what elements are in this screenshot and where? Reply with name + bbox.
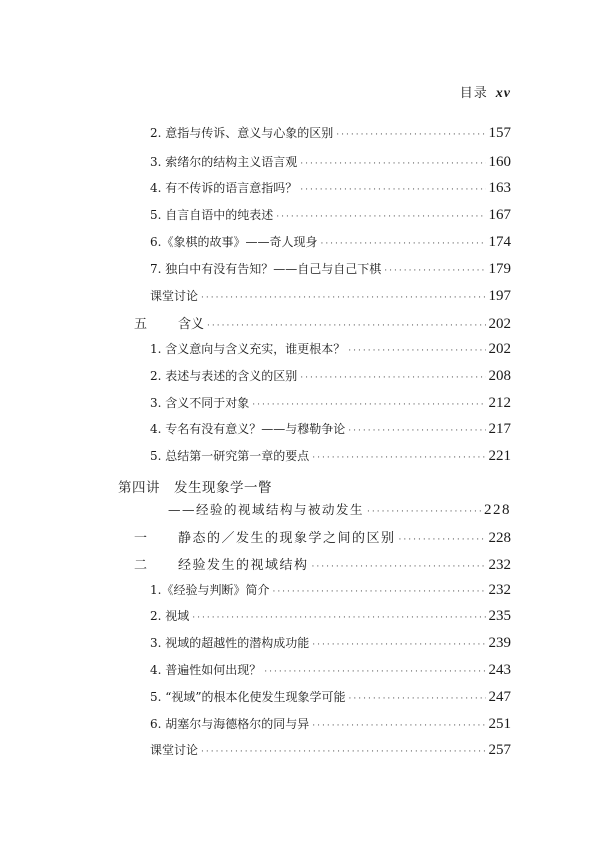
leader-dots bbox=[349, 694, 486, 704]
toc-entry-page: 243 bbox=[488, 662, 511, 678]
toc-entry-title: 5. “视域”的根本化使发生现象学可能 bbox=[150, 690, 346, 704]
toc-entry[interactable] bbox=[150, 741, 511, 759]
toc-entry-title: 4. 有不传诉的语言意指吗？ bbox=[150, 181, 298, 195]
toc-entry-page: 232 bbox=[488, 582, 511, 598]
leader-dots bbox=[201, 747, 485, 757]
toc-entry[interactable] bbox=[150, 394, 511, 412]
toc-entry-title: 1. 含义意向与含义充实，谁更根本？ bbox=[150, 342, 346, 356]
toc-entry-title: 4. 普遍性如何出现？ bbox=[150, 663, 262, 677]
toc-section-five[interactable] bbox=[134, 313, 511, 333]
toc-entry-title: 7. 独白中有没有告知？——自己与自己下棋 bbox=[150, 262, 382, 276]
leader-dots bbox=[300, 159, 485, 169]
toc-entry[interactable] bbox=[150, 340, 511, 358]
toc-entry[interactable] bbox=[150, 715, 511, 733]
toc-entry[interactable] bbox=[150, 206, 511, 224]
toc-entry[interactable] bbox=[150, 287, 511, 305]
leader-dots bbox=[399, 535, 486, 545]
lecture-heading[interactable] bbox=[118, 476, 272, 496]
toc-entry-title: 6. 胡塞尔与海德格尔的同与异 bbox=[150, 717, 310, 731]
toc-entry-page: 257 bbox=[488, 742, 511, 758]
section-title: 经验发生的视域结构 bbox=[178, 558, 309, 573]
toc-entry-page: 208 bbox=[488, 368, 511, 384]
leader-dots bbox=[348, 346, 485, 356]
toc-entry[interactable] bbox=[150, 367, 511, 385]
leader-dots bbox=[312, 721, 485, 731]
leader-dots bbox=[276, 212, 485, 222]
leader-dots bbox=[201, 293, 485, 303]
leader-dots bbox=[192, 613, 485, 623]
leader-dots bbox=[348, 426, 485, 436]
toc-section-one[interactable] bbox=[134, 527, 511, 547]
section-mark: 一 bbox=[134, 531, 149, 546]
toc-entry-title: 5. 总结第一研究第一章的要点 bbox=[150, 449, 310, 463]
toc-entry-title: 3. 含义不同于对象 bbox=[150, 396, 250, 410]
toc-entry[interactable] bbox=[150, 607, 511, 625]
toc-entry-title: 6.《象棋的故事》——奇人现身 bbox=[150, 235, 318, 249]
toc-entry-title: 课堂讨论 bbox=[150, 289, 199, 303]
leader-dots bbox=[300, 185, 485, 195]
leader-dots bbox=[336, 130, 485, 140]
toc-entry[interactable] bbox=[150, 260, 511, 278]
lecture-subtitle: ——经验的视域结构与被动发生 bbox=[168, 502, 365, 517]
toc-entry[interactable] bbox=[150, 447, 511, 465]
toc-section-two[interactable] bbox=[134, 554, 511, 574]
toc-entry-page: 217 bbox=[488, 421, 511, 437]
toc-entry-title: 2. 视域 bbox=[150, 609, 190, 623]
toc-entry-page: 235 bbox=[488, 608, 511, 624]
leader-dots bbox=[320, 239, 485, 249]
toc-entry-title: 1.《经验与判断》简介 bbox=[150, 583, 270, 597]
toc-entry-page: 157 bbox=[488, 125, 511, 141]
section-mark: 五 bbox=[134, 317, 148, 332]
toc-entry[interactable] bbox=[150, 581, 511, 599]
toc-entry[interactable] bbox=[150, 179, 511, 197]
toc-entry-page: 174 bbox=[488, 234, 511, 250]
section-title: 含义 bbox=[178, 317, 205, 332]
lecture-number: 第四讲 bbox=[118, 480, 160, 496]
toc-entry[interactable] bbox=[150, 634, 511, 652]
leader-dots bbox=[312, 562, 486, 572]
toc-entry-title: 5. 自言自语中的纯表述 bbox=[150, 208, 274, 222]
section-mark: 二 bbox=[134, 558, 149, 573]
toc-entry-page: 197 bbox=[488, 288, 511, 304]
toc-entry-title: 课堂讨论 bbox=[150, 743, 199, 757]
leader-dots bbox=[384, 266, 485, 276]
toc-entry[interactable] bbox=[150, 233, 511, 251]
leader-dots bbox=[367, 507, 481, 517]
leader-dots bbox=[312, 640, 485, 650]
toc-entry[interactable] bbox=[150, 153, 511, 171]
toc-entry[interactable] bbox=[150, 661, 511, 679]
section-title: 静态的／发生的现象学之间的区别 bbox=[178, 531, 396, 546]
toc-entry-page: 179 bbox=[488, 261, 511, 277]
toc-entry-page: 212 bbox=[488, 395, 511, 411]
lecture-subtitle-entry[interactable] bbox=[168, 500, 511, 519]
toc-entry-page: 221 bbox=[488, 448, 511, 464]
section-page: 228 bbox=[488, 530, 511, 546]
section-page: 202 bbox=[488, 316, 511, 332]
toc-entry[interactable] bbox=[150, 124, 511, 142]
lecture-title: 发生现象学一瞥 bbox=[174, 480, 272, 496]
toc-entry-page: 167 bbox=[488, 207, 511, 223]
toc-entry-title: 2. 表述与表述的含义的区别 bbox=[150, 369, 298, 383]
toc-entry-page: 202 bbox=[488, 341, 511, 357]
leader-dots bbox=[312, 453, 485, 463]
lecture-page: 228 bbox=[484, 502, 511, 518]
running-head bbox=[460, 82, 511, 102]
toc-entry-title: 2. 意指与传诉、意义与心象的区别 bbox=[150, 126, 334, 140]
toc-entry-page: 160 bbox=[488, 154, 511, 170]
toc-entry-title: 3. 视域的超越性的潜构成功能 bbox=[150, 636, 310, 650]
toc-entry-page: 239 bbox=[488, 635, 511, 651]
toc-entry-page: 251 bbox=[488, 716, 511, 732]
toc-entry-page: 247 bbox=[488, 689, 511, 705]
toc-entry-title: 4. 专名有没有意义？——与穆勒争论 bbox=[150, 422, 346, 436]
toc-entry[interactable] bbox=[150, 688, 511, 706]
toc-entry[interactable] bbox=[150, 420, 511, 438]
leader-dots bbox=[272, 587, 485, 597]
leader-dots bbox=[252, 400, 485, 410]
running-head-label: 目录 bbox=[459, 86, 488, 101]
leader-dots bbox=[300, 373, 485, 383]
page-number: xv bbox=[495, 86, 511, 101]
section-page: 232 bbox=[488, 557, 511, 573]
leader-dots bbox=[207, 321, 485, 331]
leader-dots bbox=[264, 667, 485, 677]
toc-entry-page: 163 bbox=[488, 180, 511, 196]
toc-entry-title: 3. 索绪尔的结构主义语言观 bbox=[150, 155, 298, 169]
